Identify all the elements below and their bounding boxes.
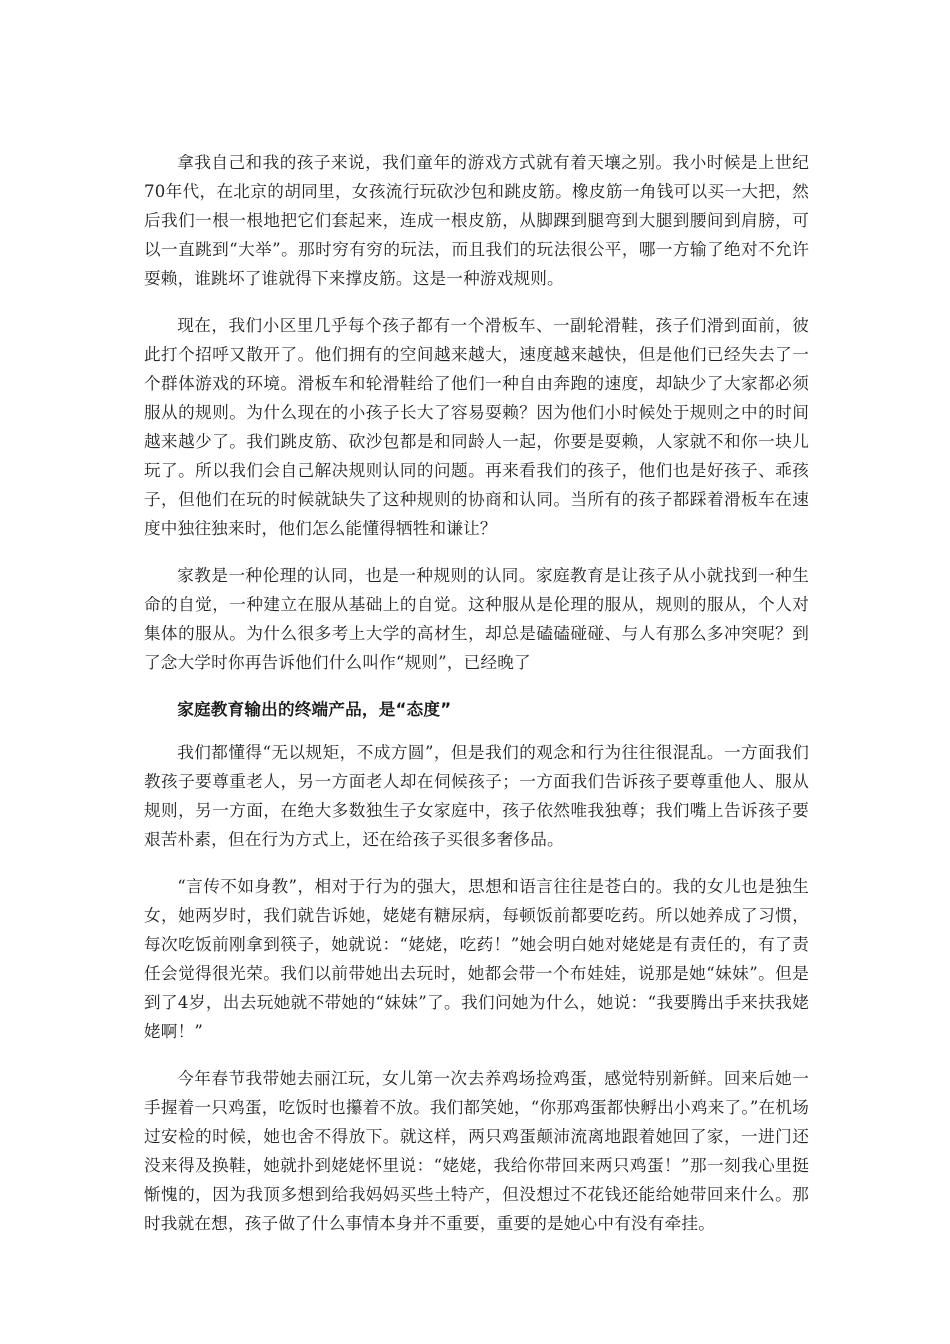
paragraph-3: 家教是一种伦理的认同，也是一种规则的认同。家庭教育是让孩子从小就找到一种生命的自觉，一种建立在服从基础上的自觉。这种服从是伦理的服从，规则的服从，个人对集体的服从。为什么很多考上大学的高材生，却总是磕磕碰碰、与人有那么多冲突呢？到了念大学时你再告诉他们什么叫作“规则”，已经晚了 [144,566,809,672]
paragraph-1: 拿我自己和我的孩子来说，我们童年的游戏方式就有着天壤之别。我小时候是上世纪70年代，在北京的胡同里，女孩流行玩砍沙包和跳皮筋。橡皮筋一角钱可以买一大把，然后我们一根一根地把它们套起来，连成一根皮筋，从脚踝到腿弯到大腿到腰间到肩膀，可以一直跳到“大举”。那时穷有穷的玩法，而且我们的玩法很公平，哪一方输了绝对不允许耍赖，谁跳坏了谁就得下来撑皮筋。这是一种游戏规则。 [144,153,809,288]
paragraph-5: “言传不如身教”，相对于行为的强大，思想和语言往往是苍白的。我的女儿也是独生女，她两岁时，我们就告诉她，姥姥有糖尿病，每顿饭前都要吃药。所以她养成了习惯，每次吃饭前刚拿到筷子，她就说：“姥姥，吃药！”她会明白她对姥姥是有责任的，有了责任会觉得很光荣。我们以前带她出去玩时，她都会带一个布娃娃，说那是她“妹妹”。但是到了4岁，出去玩她就不带她的“妹妹”了。我们问她为什么，她说：“我要腾出手来扶我姥姥啊！” [144,877,809,1041]
paragraph-4: 我们都懂得“无以规矩，不成方圆”，但是我们的观念和行为往往很混乱。一方面我们教孩子要尊重老人，另一方面老人却在伺候孩子；一方面我们告诉孩子要尊重他人、服从规则，另一方面，在绝大多数独生子女家庭中，孩子依然唯我独尊；我们嘴上告诉孩子要艰苦朴素，但在行为方式上，还在给孩子买很多奢侈品。 [144,743,809,849]
section-heading: 家庭教育输出的终端产品，是“态度” [177,700,452,719]
paragraph-6: 今年春节我带她去丽江玩，女儿第一次去养鸡场捡鸡蛋，感觉特别新鲜。回来后她一手握着一只鸡蛋，吃饭时也攥着不放。我们都笑她，“你那鸡蛋都快孵出小鸡来了。”在机场过安检的时候，她也舍不得放下。就这样，两只鸡蛋颠沛流离地跟着她回了家，一进门还没来得及换鞋，她就扑到姥姥怀里说：“姥姥，我给你带回来两只鸡蛋！”那一刻我心里挺惭愧的，因为我顶多想到给我妈妈买些土特产，但没想过不花钱还能给她带回来什么。那时我就在想，孩子做了什么事情本身并不重要，重要的是她心中有没有牵挂。 [144,1069,809,1233]
document-body [144,148,809,1238]
paragraph-2: 现在，我们小区里几乎每个孩子都有一个滑板车、一副轮滑鞋，孩子们滑到面前，彼此打个招呼又散开了。他们拥有的空间越来越大，速度越来越快，但是他们已经失去了一个群体游戏的环境。滑板车和轮滑鞋给了他们一种自由奔跑的速度，却缺少了大家都必须服从的规则。为什么现在的小孩子长大了容易耍赖？因为他们小时候处于规则之中的时间越来越少了。我们跳皮筋、砍沙包都是和同龄人一起，你要是耍赖，人家就不和你一块儿玩了。所以我们会自己解决规则认同的问题。再来看我们的孩子，他们也是好孩子、乖孩子，但他们在玩的时候就缺失了这种规则的协商和认同。当所有的孩子都踩着滑板车在速度中独往独来时，他们怎么能懂得牺牲和谦让？ [144,316,809,538]
